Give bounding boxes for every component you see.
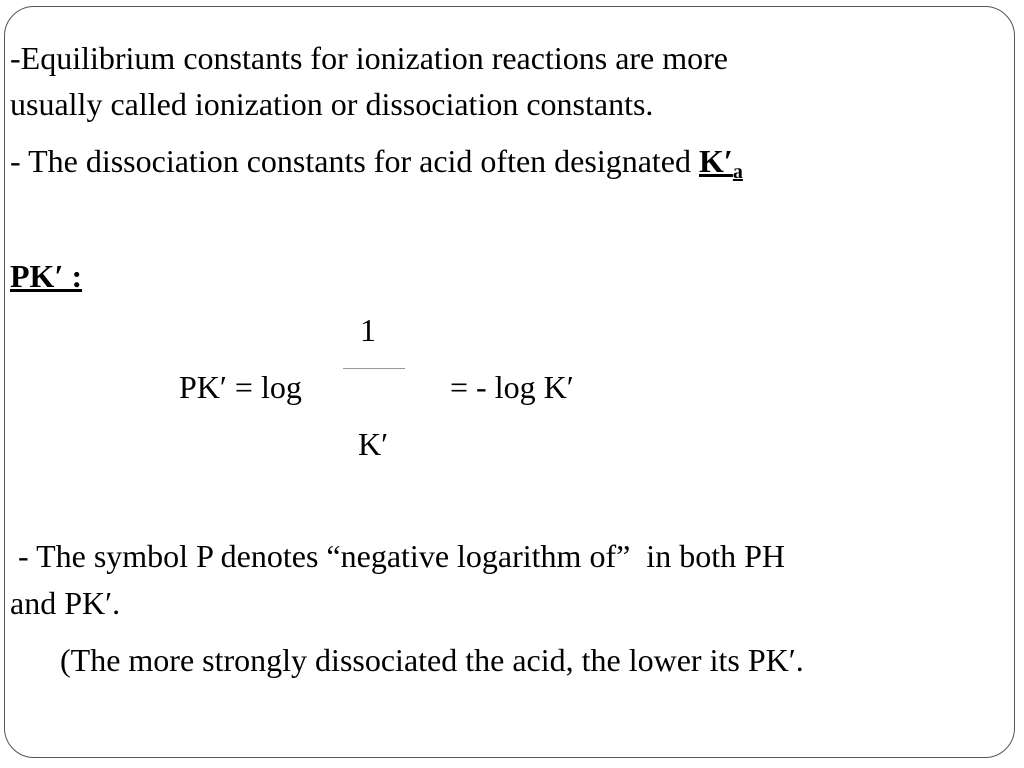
- formula-denominator: K′: [358, 426, 389, 462]
- fraction-bar: [343, 368, 405, 369]
- para2-text: - The dissociation constants for acid often designated: [10, 143, 691, 179]
- para3-line1: - The symbol P denotes “negative logarithm of” in both PH: [10, 538, 785, 574]
- para1-line2: usually called ionization or dissociation constants.: [10, 86, 654, 122]
- para1-line1: -Equilibrium constants for ionization reactions are more: [10, 40, 728, 76]
- formula-lhs: PK′ = log: [179, 369, 302, 405]
- formula-numerator: 1: [360, 312, 376, 348]
- formula-rhs: = - log K′: [450, 369, 574, 405]
- pk-heading: PK′ :: [10, 258, 83, 294]
- ka-subscript: a: [732, 161, 743, 183]
- ka-symbol: K′: [699, 143, 733, 179]
- para3-line2: and PK′.: [10, 585, 121, 621]
- para4: (The more strongly dissociated the acid, the lower its PK′.: [60, 642, 804, 678]
- para2: [10, 143, 743, 184]
